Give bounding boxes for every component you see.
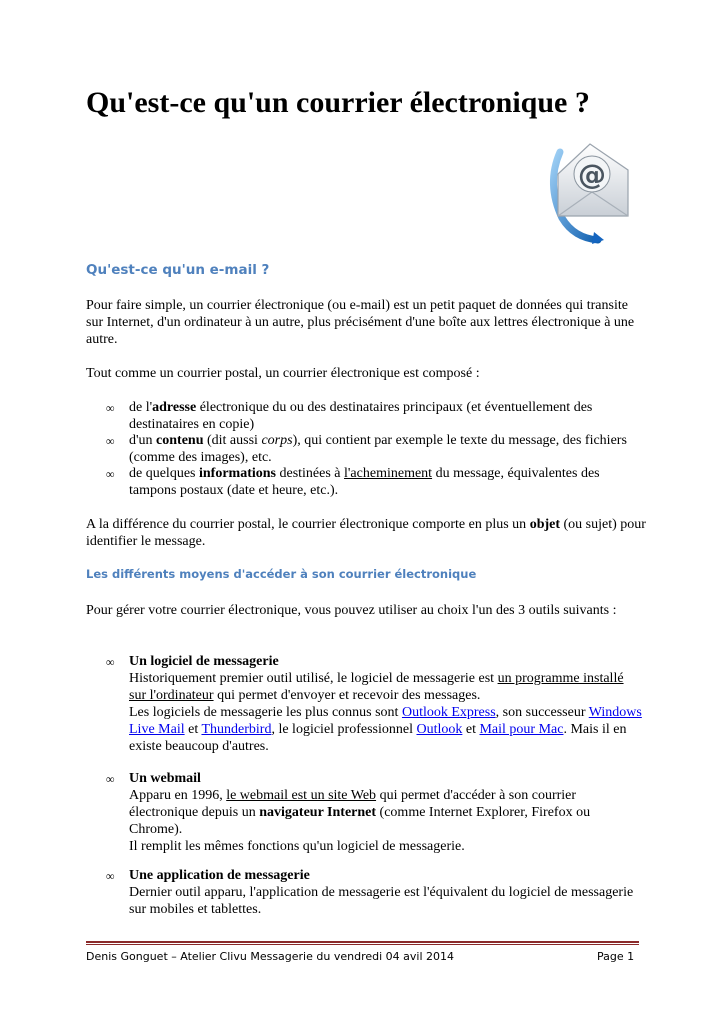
- tool-title: Un logiciel de messagerie: [129, 654, 279, 669]
- mail-for-mac-link[interactable]: Mail pour Mac: [479, 722, 564, 737]
- bullet-icon: ∞: [106, 434, 115, 448]
- acheminement-link[interactable]: l'acheminement: [344, 466, 433, 481]
- bullet-icon: ∞: [106, 655, 115, 669]
- thunderbird-link[interactable]: Thunderbird: [201, 722, 272, 737]
- webmail-site-link[interactable]: le webmail est un site Web: [226, 788, 377, 803]
- list-item-mail-app: Une application de messagerie Dernier outil apparu, l'application de messagerie est l'équivalent du logiciel de messagerie sur mobiles et tablettes.: [129, 868, 634, 917]
- list-item-content: d'un contenu (dit aussi corps), qui contient par exemple le texte du message, des fichiers (comme des images), etc.: [129, 433, 627, 465]
- page-number: Page 1: [597, 950, 635, 963]
- tool-title: Un webmail: [129, 771, 201, 786]
- bullet-icon: ∞: [106, 467, 115, 481]
- list-item-mail-client: Un logiciel de messagerie Historiquement premier outil utilisé, le logiciel de messagerie est un programme installé sur l'ordinateur qui permet d'envoyer et recevoir des messages. Les logiciels de messagerie les plus connus sont Outlook Express, son successeur Windows Live Mail et Thunderbird, le logiciel professionnel Outlook et Mail pour Mac. Mais il en existe beaucoup d'autres.: [129, 654, 642, 754]
- section-heading-email: Qu'est-ce qu'un e-mail ?: [86, 262, 270, 278]
- outlook-link[interactable]: Outlook: [416, 722, 463, 737]
- bullet-icon: ∞: [106, 772, 115, 786]
- list-item-webmail: Un webmail Apparu en 1996, le webmail est un site Web qui permet d'accéder à son courrier électronique depuis un navigateur Internet (comme Internet Explorer, Firefox ou Chrome). Il remplit les mêmes fonctions qu'un logiciel de messagerie.: [129, 771, 591, 854]
- footer-rule: [86, 941, 639, 943]
- page-title: Qu'est-ce qu'un courrier électronique ?: [86, 86, 590, 119]
- installed-program-link[interactable]: un programme installé sur l'ordinateur: [129, 671, 624, 703]
- at-glyph: @: [578, 158, 606, 191]
- email-at-envelope-icon: [542, 134, 636, 244]
- list-item-address: de l'adresse électronique du ou des destinataires principaux (et éventuellement des destinataires en copie): [129, 400, 593, 432]
- paragraph-definition: Pour faire simple, un courrier électronique (ou e-mail) est un petit paquet de données qui transite sur Internet, d'un ordinateur à un autre, plus précisément d'une boîte aux lettres électronique à une autre.: [86, 298, 635, 347]
- outlook-express-link[interactable]: Outlook Express: [401, 705, 496, 720]
- tool-title: Une application de messagerie: [129, 868, 310, 883]
- footer-author: Denis Gonguet – Atelier Clivu Messagerie du vendredi 04 avil 2014: [86, 950, 454, 963]
- paragraph-tools-intro: Pour gérer votre courrier électronique, vous pouvez utiliser au choix l'un des 3 outils suivants :: [86, 603, 617, 618]
- windows-live-mail-link[interactable]: Windows Live Mail: [129, 705, 642, 737]
- paragraph-composition: Tout comme un courrier postal, un courrier électronique est composé :: [86, 366, 480, 381]
- list-item-informations: de quelques informations destinées à l'acheminement du message, équivalentes des tampons postaux (date et heure, etc.).: [129, 466, 600, 498]
- bullet-icon: ∞: [106, 401, 115, 415]
- footer-rule-thin: [86, 944, 639, 945]
- paragraph-subject: A la différence du courrier postal, le courrier électronique comporte en plus un objet (ou sujet) pour identifier le message.: [86, 517, 646, 549]
- email-logo: [542, 134, 636, 244]
- section-heading-access: Les différents moyens d'accéder à son courrier électronique: [86, 567, 477, 581]
- bullet-icon: ∞: [106, 869, 115, 883]
